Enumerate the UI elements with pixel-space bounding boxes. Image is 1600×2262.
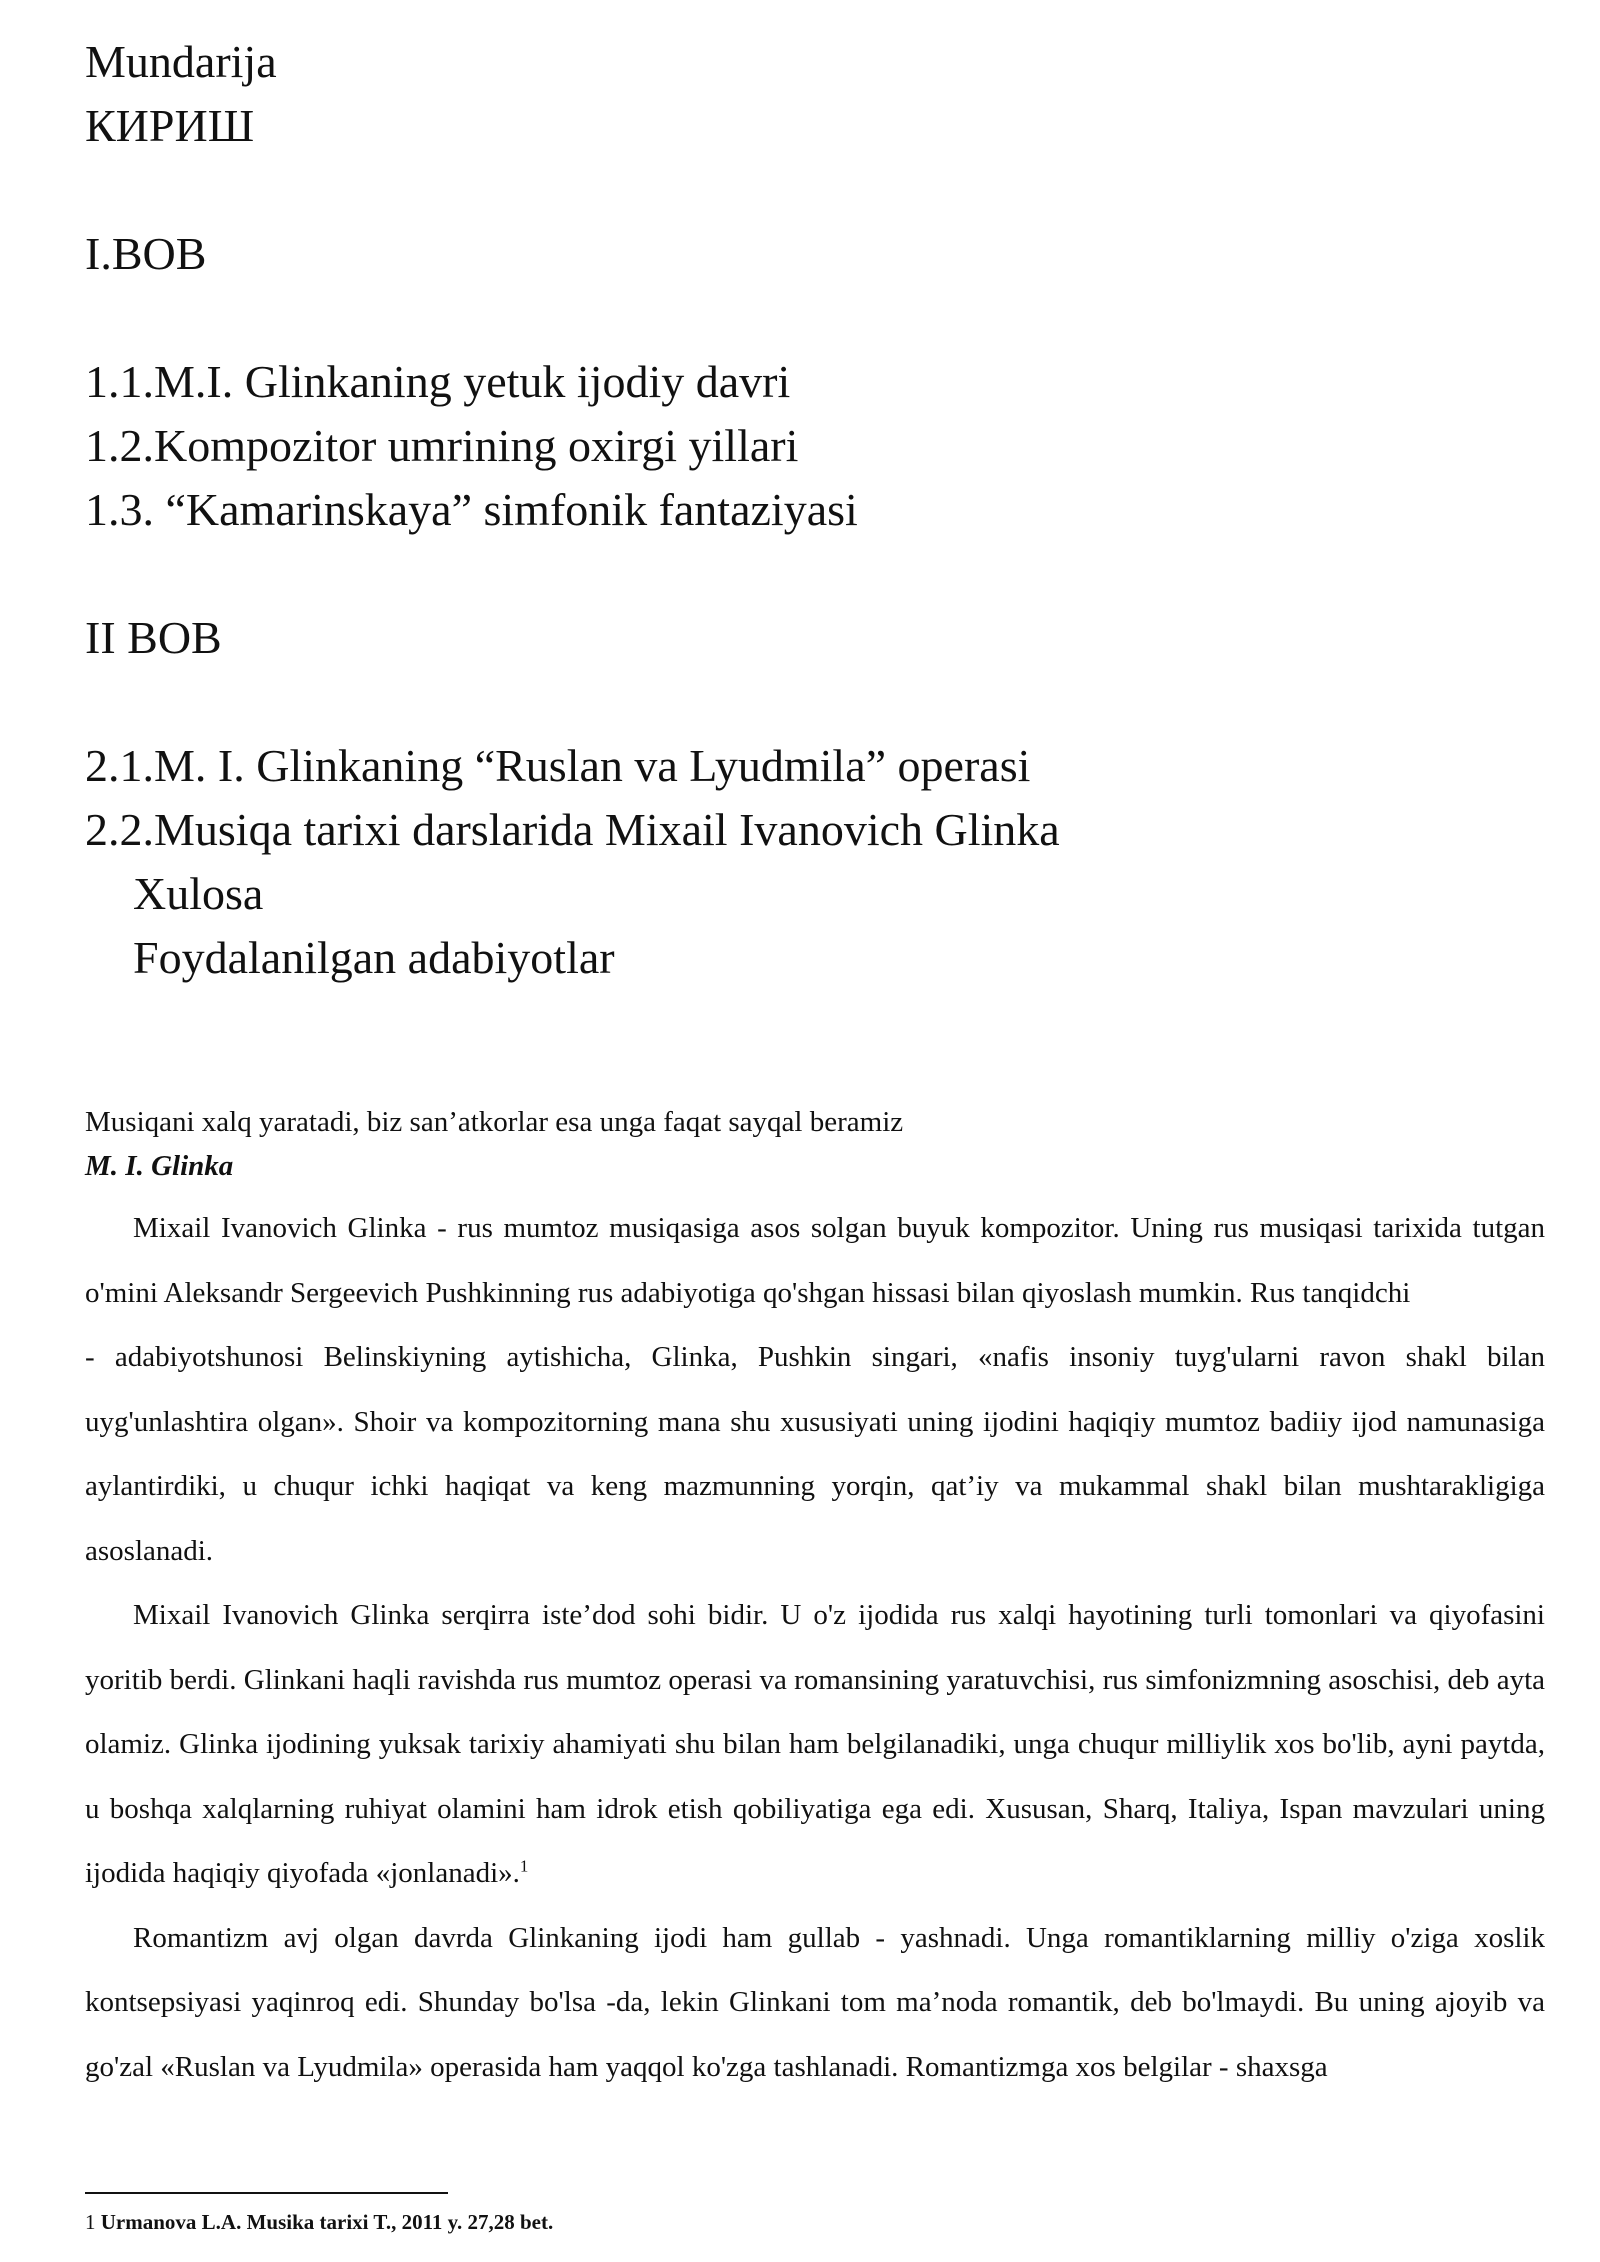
- footnote-text: Urmanova L.A. Musika tarixi T., 2011 y. 27,28 bet.: [100, 2210, 554, 2234]
- toc-item: 2.1.M. I. Glinkaning “Ruslan va Lyudmila” operasi: [85, 740, 1031, 791]
- epigraph-author: M. I. Glinka: [85, 1150, 234, 1182]
- footnote-marker[interactable]: 1: [519, 1856, 529, 1876]
- epigraph-quote: Musiqani xalq yaratadi, biz san’atkorlar esa unga faqat sayqal beramiz: [85, 1106, 904, 1138]
- toc-chapter-1: I.BOB: [85, 228, 207, 279]
- paragraph: - adabiyotshunosi Belinskiyning aytishicha, Glinka, Pushkin singari, «nafis insoniy tuyg'ularni ravon shakl bilan uyg'unlashtira olgan». Shoir va kompozitorning mana shu xususiyati uning ijodini haqiqiy mumtoz badiiy ijod namunasiga aylantirdiki, u chuqur ichki haqiqat va keng mazmunning yorqin, qat’iy va mukammal shakl bilan mushtarakligiga asoslanadi.: [85, 1341, 1545, 1567]
- toc-item: 1.2.Kompozitor umrining oxirgi yillari: [85, 420, 799, 471]
- epigraph: [85, 1100, 903, 1188]
- toc-spacer: [85, 542, 1060, 606]
- toc-spacer: [85, 670, 1060, 734]
- toc-spacer: [85, 286, 1060, 350]
- toc-item: 1.1.M.I. Glinkaning yetuk ijodiy davri: [85, 356, 791, 407]
- toc-item: 2.2.Musiqa tarixi darslarida Mixail Ivanovich Glinka: [85, 804, 1060, 855]
- footnote-separator: [85, 2192, 448, 2194]
- body-text: [85, 1196, 1545, 2099]
- toc-intro: КИРИШ: [85, 100, 255, 151]
- toc-references: Foydalanilgan adabiyotlar: [133, 932, 615, 983]
- toc-spacer: [85, 158, 1060, 222]
- toc-chapter-2: II BOB: [85, 612, 222, 663]
- paragraph-text: Mixail Ivanovich Glinka serqirra iste’dod sohi bidir. U o'z ijodida rus xalqi hayotining turli tomonlari va qiyofasini yoritib berdi. Glinkani haqli ravishda rus mumtoz operasi va romansining yaratuvchisi, rus simfonizmning asoschisi, deb ayta olamiz. Glinka ijodining yuksak tarixiy ahamiyati shu bilan ham belgilanadiki, unga chuqur milliylik xos bo'lib, ayni paytda, u boshqa xalqlarning ruhiyat olamini ham idrok etish qobiliyatiga ega edi. Xususan, Sharq, Italiya, Ispan mavzulari uning ijodida haqiqiy qiyofada «jonlanadi».: [85, 1599, 1545, 1889]
- table-of-contents: [85, 30, 1060, 990]
- paragraph: Romantizm avj olgan davrda Glinkaning ijodi ham gullab - yashnadi. Unga romantiklarning milliy o'ziga xoslik kontsepsiyasi yaqinroq edi. Shunday bo'lsa -da, lekin Glinkani tom ma’noda romantik, deb bo'lmaydi. Bu uning ajoyib va go'zal «Ruslan va Lyudmila» operasida ham yaqqol ko'zga tashlanadi. Romantizmga xos belgilar - shaxsga: [85, 1921, 1545, 2083]
- footnote-number: 1: [85, 2210, 96, 2234]
- toc-conclusion: Xulosa: [133, 868, 264, 919]
- paragraph: Mixail Ivanovich Glinka - rus mumtoz musiqasiga asos solgan buyuk kompozitor. Uning rus musiqasi tarixida tutgan o'mini Aleksandr Sergeevich Pushkinning rus adabiyotiga qo'shgan hissasi bilan qiyoslash mumkin. Rus tanqidchi: [85, 1212, 1545, 1309]
- toc-item: 1.3. “Kamarinskaya” simfonik fantaziyasi: [85, 484, 858, 535]
- toc-heading: Mundarija: [85, 36, 277, 87]
- paragraph: [85, 1583, 1545, 1906]
- footnote: [85, 2207, 553, 2237]
